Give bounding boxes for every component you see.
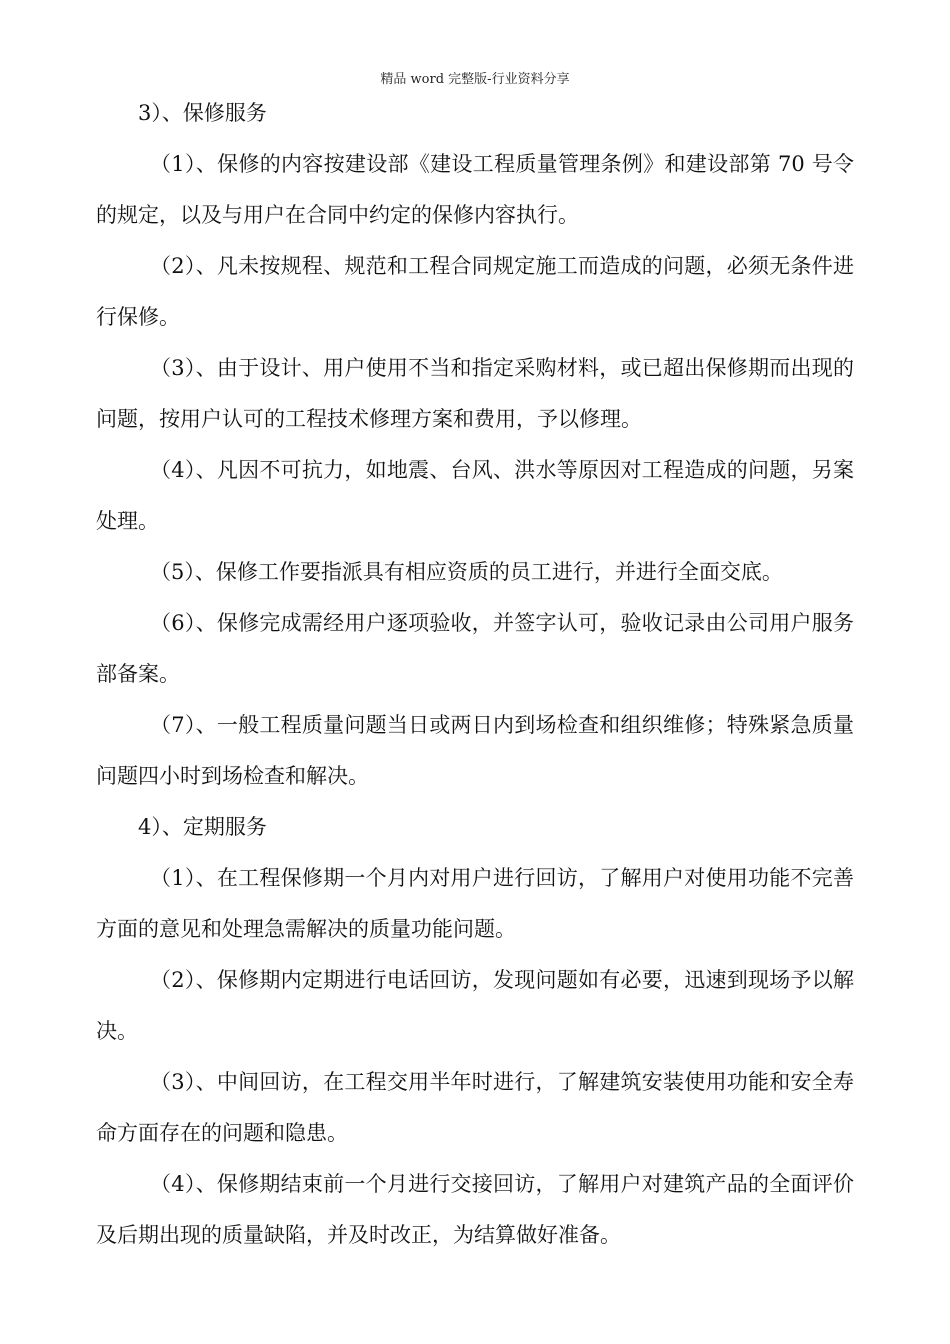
list-item: （1）、在工程保修期一个月内对用户进行回访，了解用户对使用功能不完善方面的意见和处理急需解决的质量功能问题。 [96,866,854,941]
list-item: （2）、保修期内定期进行电话回访，发现问题如有必要，迅速到现场予以解决。 [96,968,854,1043]
list-item: （3）、中间回访，在工程交用半年时进行，了解建筑安装使用功能和安全寿命方面存在的问题和隐患。 [96,1070,854,1145]
list-item: （4）、凡因不可抗力，如地震、台风、洪水等原因对工程造成的问题，另案处理。 [96,458,854,533]
page-header: 精品 word 完整版-行业资料分享 [380,72,570,87]
list-item: （3）、由于设计、用户使用不当和指定采购材料，或已超出保修期而出现的问题，按用户认可的工程技术修理方案和费用，予以修理。 [96,356,854,431]
list-item: （6）、保修完成需经用户逐项验收，并签字认可，验收记录由公司用户服务部备案。 [96,611,854,686]
list-item: （7）、一般工程质量问题当日或两日内到场检查和组织维修；特殊紧急质量问题四小时到场检查和解决。 [96,713,854,788]
section-heading-warranty: 3）、保修服务 [138,101,267,125]
document-body [96,88,854,1261]
list-item: （5）、保修工作要指派具有相应资质的员工进行，并进行全面交底。 [150,560,783,584]
list-item: （4）、保修期结束前一个月进行交接回访，了解用户对建筑产品的全面评价及后期出现的质量缺陷，并及时改正，为结算做好准备。 [96,1172,854,1247]
list-item: （2）、凡未按规程、规范和工程合同规定施工而造成的问题，必须无条件进行保修。 [96,254,854,329]
section-heading-periodic: 4）、定期服务 [138,815,267,839]
list-item: （1）、保修的内容按建设部《建设工程质量管理条例》和建设部第 70 号令的规定，以及与用户在合同中约定的保修内容执行。 [96,152,854,227]
